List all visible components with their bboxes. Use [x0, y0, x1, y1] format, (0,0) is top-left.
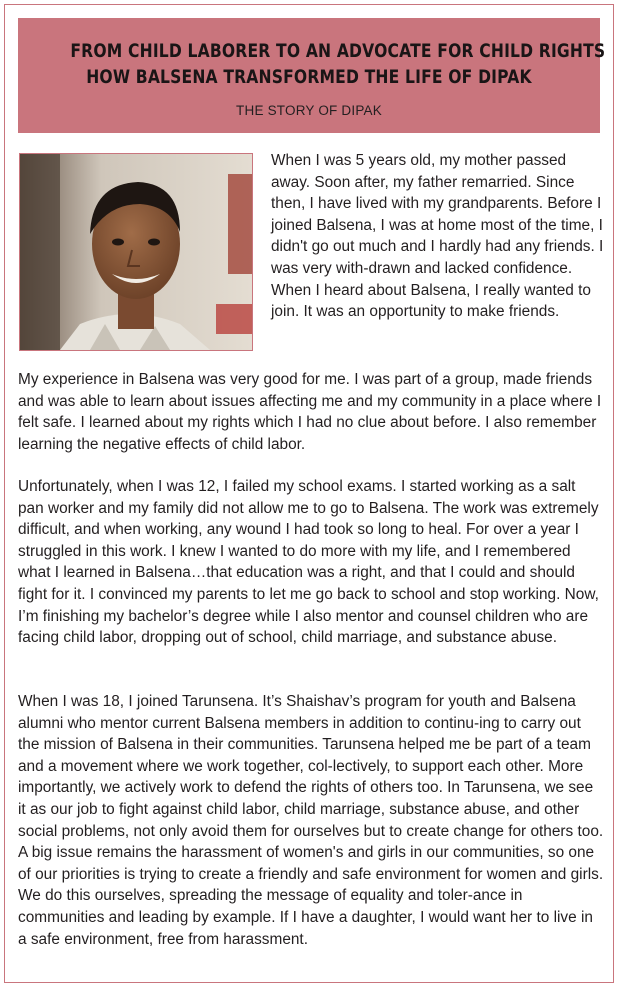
- story-intro-paragraph: When I was 5 years old, my mother passed away. Soon after, my father remarried. Since then, I have lived with my grandparents. Before I joined Balsena, I was at home most of the time, I didn't go out much and I hardly had any friends. I was very with-drawn and lacked confidence. When I heard about Balsena, I really wanted to join. It was an opportunity to make friends.: [271, 152, 604, 321]
- page-title-line2: HOW BALSENA TRANSFORMED THE LIFE OF DIPAK: [86, 66, 532, 88]
- story-paragraph-4: When I was 18, I joined Tarunsena. It’s Shaishav’s program for youth and Balsena alumni who mentor current Balsena members in addition to continu-ing to carry out the mission of Balsena in their communities. Tarunsena helped me be part of a team and a movement where we work together, col-lectively, to support each other. More importantly, we actively work to defend the rights of others too. In Tarunsena, we see it as our job to fight against child labor, child marriage, substance abuse, and other social problems, not only avoid them for ourselves but to create change for others too. A big issue remains the harassment of women's and girls in our communities, so one of our priorities is trying to create a friendly and safe environment for women and girls. We do this ourselves, spreading the message of equality and toler-ance in communities and leading by example. If I have a daughter, I would want her to live in a safe environment, free from harassment.: [18, 693, 604, 948]
- header-banner: [18, 18, 606, 133]
- portrait-photo: [19, 153, 253, 351]
- page-subtitle: THE STORY OF DIPAK: [236, 103, 382, 118]
- story-paragraph-3: Unfortunately, when I was 12, I failed my school exams. I started working as a salt pan worker and my family did not allow me to go to Balsena. The work was extremely difficult, and when working, any wound I had took so long to heal. For over a year I struggled in this work. I knew I wanted to do more with my life, and I remembered what I learned in Balsena…that education was a right, and that I could and should fight for it. I convinced my parents to let me go back to school and stop working. Now, I’m finishing my bachelor’s degree while I also mentor and counsel children who are facing child labor, dropping out of school, child marriage, and substance abuse.: [18, 478, 599, 647]
- page-title-line1: FROM CHILD LABORER TO AN ADVOCATE FOR CHILD RIGHTS: [70, 40, 606, 62]
- story-paragraph-2: My experience in Balsena was very good for me. I was part of a group, made friends and was able to learn about issues affecting me and my community in a place where I felt safe. I learned about my rights which I had no clue about before. I also remember learning the negative effects of child labor.: [18, 371, 602, 453]
